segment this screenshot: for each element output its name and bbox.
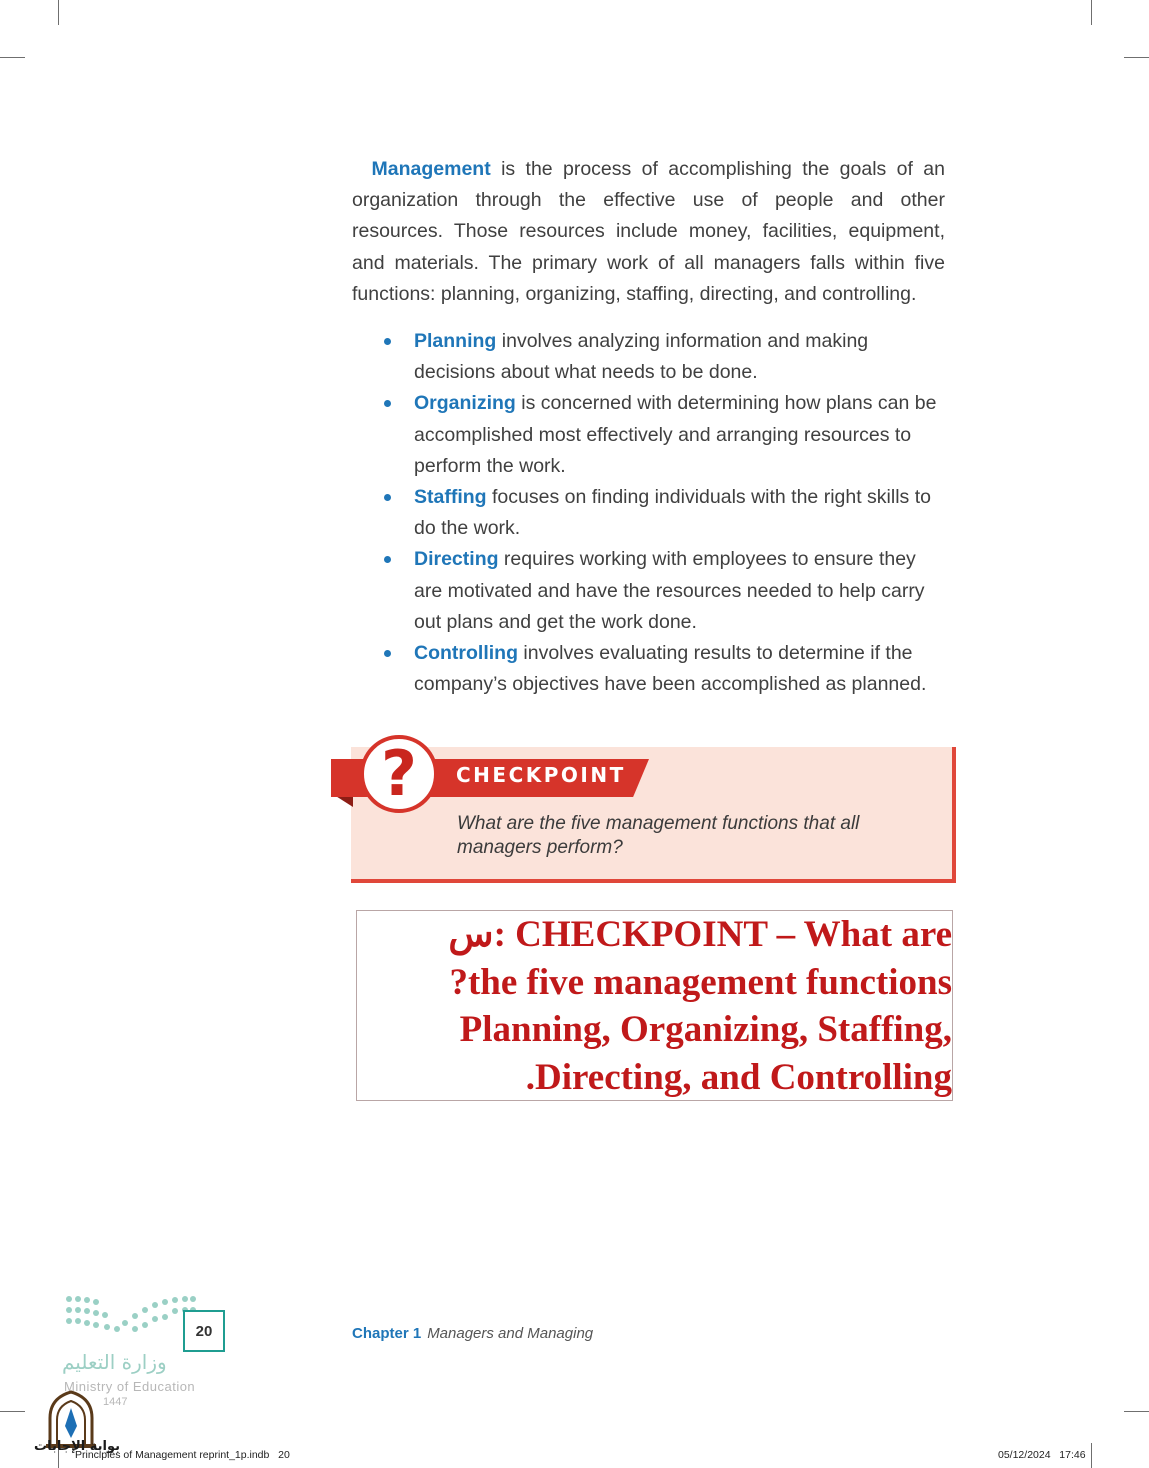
function-term: Organizing xyxy=(414,392,516,415)
file-slug: Principles of Management reprint_1p.indb 20 xyxy=(75,1449,290,1461)
answer-line: Planning, Organizing, Staffing, xyxy=(459,1009,952,1050)
function-text: focuses on finding individuals with the right skills to do the work. xyxy=(414,486,931,540)
ministry-name-english: Ministry of Education xyxy=(64,1379,196,1394)
crop-mark xyxy=(1091,0,1092,25)
crop-mark xyxy=(1124,57,1149,58)
list-item xyxy=(414,482,946,544)
bullet-icon xyxy=(384,556,391,563)
checkpoint-box xyxy=(331,733,956,885)
ministry-name-arabic: وزارة التعليم xyxy=(62,1350,167,1374)
function-text: requires working with employees to ensure they are motivated and have the resources needed to help carry out plans and get the work done. xyxy=(414,548,925,633)
list-item xyxy=(414,544,946,638)
portal-logo-text: بوابة الإجابات xyxy=(34,1439,120,1454)
intro-text: is the process of accomplishing the goals of an organization through the effective use of people and other resources. Those resources include money, facilities, equipment, and materials. The primary work of all managers falls within five functions: planning, organizing, staffing, directing, and controlling. xyxy=(352,158,945,305)
bullet-icon xyxy=(384,650,391,657)
chapter-label: Chapter 1 xyxy=(352,1325,422,1342)
question-mark-icon xyxy=(360,735,438,813)
list-item xyxy=(414,326,946,388)
answer-box xyxy=(356,910,953,1101)
bullet-icon xyxy=(384,338,391,345)
crop-mark xyxy=(1091,1443,1092,1468)
crop-mark xyxy=(1124,1411,1149,1412)
intro-paragraph xyxy=(352,154,945,310)
question-mark-glyph: ? xyxy=(381,737,417,810)
bullet-icon xyxy=(384,400,391,407)
function-term: Directing xyxy=(414,548,499,571)
chapter-title: Managers and Managing xyxy=(427,1325,594,1342)
list-item xyxy=(414,388,946,482)
bullet-icon xyxy=(384,494,391,501)
management-functions-list xyxy=(414,326,946,700)
function-text: is concerned with determining how plans can be accomplished most effectively and arranging resources to perform the work. xyxy=(414,392,937,477)
checkpoint-question: What are the five management functions that all managers perform? xyxy=(457,813,860,858)
answer-line: .Directing, and Controlling xyxy=(525,1056,952,1098)
page-number: 20 xyxy=(183,1310,225,1352)
answer-line: ?the five management functions xyxy=(449,961,952,1003)
function-term: Controlling xyxy=(414,642,518,665)
function-term: Staffing xyxy=(414,486,487,509)
crop-mark xyxy=(0,57,25,58)
chapter-footer xyxy=(352,1325,593,1342)
list-item xyxy=(414,638,946,700)
management-term: Management xyxy=(371,158,491,180)
function-text: involves evaluating results to determine if the company’s objectives have been accomplished as planned. xyxy=(414,642,927,696)
crop-mark xyxy=(0,1411,25,1412)
crop-mark xyxy=(58,0,59,25)
function-text: involves analyzing information and making decisions about what needs to be done. xyxy=(414,330,869,384)
function-term: Planning xyxy=(414,330,497,352)
date-slug: 05/12/2024 17:46 xyxy=(998,1449,1086,1461)
checkpoint-title: CHECKPOINT xyxy=(456,763,626,787)
ministry-year: 1447 xyxy=(103,1396,128,1408)
answer-line: س: CHECKPOINT – What are xyxy=(448,914,952,955)
